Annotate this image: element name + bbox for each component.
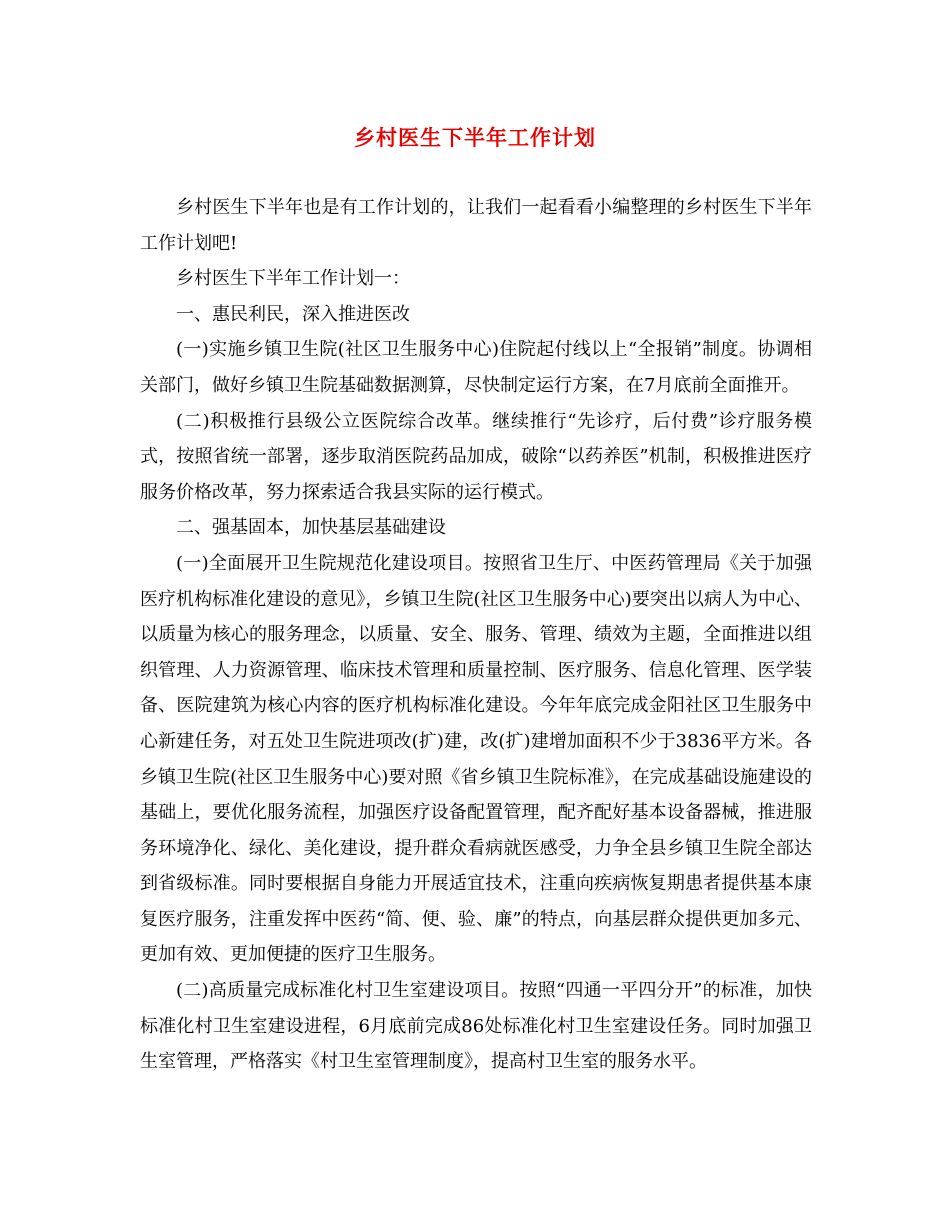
document-body [140,190,812,1080]
paragraph: (一)全面展开卫生院规范化建设项目。按照省卫生厅、中医药管理局《关于加强医疗机构标准化建设的意见》，乡镇卫生院(社区卫生服务中心)要突出以病人为中心、以质量为核心的服务理念，以质量、安全、服务、管理、绩效为主题，全面推进以组织管理、人力资源管理、临床技术管理和质量控制、医疗服务、信息化管理、医学装备、医院建筑为核心内容的医疗机构标准化建设。今年年底完成金阳社区卫生服务中心新建任务，对五处卫生院进项改(扩)建，改(扩)建增加面积不少于3836平方米。各乡镇卫生院(社区卫生服务中心)要对照《省乡镇卫生院标准》，在完成基础设施建设的基础上，要优化服务流程，加强医疗设备配置管理，配齐配好基本设备器械，推进服务环境净化、绿化、美化建设，提升群众看病就医感受，力争全县乡镇卫生院全部达到省级标准。同时要根据自身能力开展适宜技术，注重向疾病恢复期患者提供基本康复医疗服务，注重发挥中医药“简、便、验、廉”的特点，向基层群众提供更加多元、更加有效、更加便捷的医疗卫生服务。 [140,552,812,966]
section-heading: 二、强基固本，加快基层基础建设 [176,517,446,539]
paragraph: (二)高质量完成标准化村卫生室建设项目。按照“四通一平四分开”的标准，加快标准化村卫生室建设进程，6月底前完成86处标准化村卫生室建设任务。同时加强卫生室管理，严格落实《村卫生室管理制度》，提高村卫生室的服务水平。 [140,980,812,1073]
section-heading: 一、惠民利民，深入推进医改 [176,303,410,325]
paragraph: 乡村医生下半年也是有工作计划的，让我们一起看看小编整理的乡村医生下半年工作计划吧! [140,197,812,254]
paragraph: 乡村医生下半年工作计划一： [176,268,410,290]
document-title: 乡村医生下半年工作计划 [354,125,596,150]
paragraph: (二)积极推行县级公立医院综合改革。继续推行“先诊疗，后付费”诊疗服务模式，按照省统一部署，逐步取消医院药品加成，破除“以药养医”机制，积极推进医疗服务价格改革，努力探索适合我县实际的运行模式。 [140,410,812,503]
paragraph: (一)实施乡镇卫生院(社区卫生服务中心)住院起付线以上“全报销”制度。协调相关部门，做好乡镇卫生院基础数据测算，尽快制定运行方案，在7月底前全面推开。 [140,339,812,396]
